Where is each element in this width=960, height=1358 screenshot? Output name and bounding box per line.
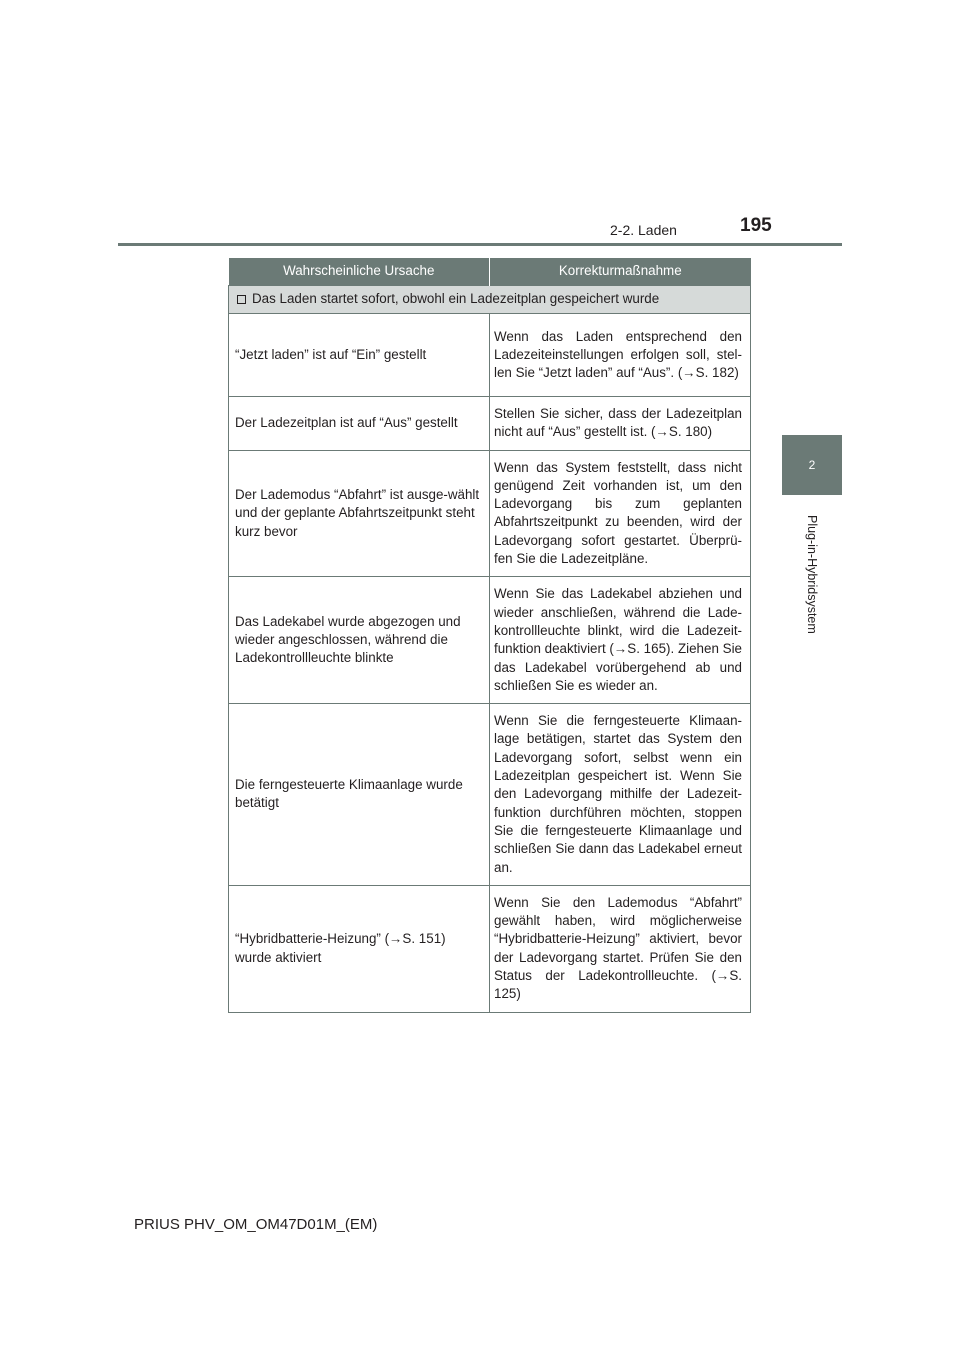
table-header-row — [229, 258, 751, 286]
action-cell: Wenn Sie den Lademodus “Abfahrt” gewählt haben, wird möglicherweise “Hybridbatterie-Heizung” aktiviert, bevor der Ladevorgang startet. Prüfen Sie den Status der Ladekontrollleuchte. (→S. 125) — [490, 885, 751, 1012]
chapter-number: 2 — [808, 458, 816, 472]
action-cell: Wenn Sie die ferngesteuerte Klimaan-lage betätigen, startet das System den Ladevorgang sofort, selbst wenn ein Ladezeitplan gespeichert ist. Wenn Sie den Ladevorgang mithilfe der Ladezeit-funktion durchführen möchten, stoppen Sie die ferngesteuerte Klimaanlage und schließen Sie dann das Ladekabel erneut an. — [490, 704, 751, 886]
subheading-text: Das Laden startet sofort, obwohl ein Ladezeitplan gespeichert wurde — [252, 291, 660, 307]
table-row — [229, 577, 751, 704]
troubleshooting-table — [228, 258, 751, 1013]
document-code: PRIUS PHV_OM_OM47D01M_(EM) — [134, 1216, 378, 1233]
chapter-label: Plug-in-Hybridsystem — [805, 515, 819, 634]
table-subheading-row — [229, 286, 751, 314]
page-number: 195 — [740, 215, 772, 236]
action-cell: Wenn das System feststellt, dass nicht genügend Zeit vorhanden ist, um den Ladevorgang bis zum geplanten Abfahrtszeitpunkt zu beenden, wird der Ladevorgang sofort gestartet. Überprü-fen Sie die Ladezeitpläne. — [490, 450, 751, 577]
action-cell: Stellen Sie sicher, dass der Ladezeitplan nicht auf “Aus” gestellt ist. (→S. 180) — [490, 397, 751, 451]
cause-cell: Der Ladezeitplan ist auf “Aus” gestellt — [229, 397, 490, 451]
cause-cell: Die ferngesteuerte Klimaanlage wurde betätigt — [229, 704, 490, 886]
table-row — [229, 314, 751, 397]
cause-cell: “Hybridbatterie-Heizung” (→S. 151) wurde aktiviert — [229, 885, 490, 1012]
chapter-tab — [782, 435, 842, 495]
section-title: 2-2. Laden — [610, 222, 677, 238]
checkbox-square-icon — [237, 295, 246, 304]
column-header-cause: Wahrscheinliche Ursache — [229, 258, 490, 286]
cause-cell: Das Ladekabel wurde abgezogen und wieder angeschlossen, während die Ladekontrollleuchte blinkte — [229, 577, 490, 704]
cause-cell: Der Lademodus “Abfahrt” ist ausge-wählt und der geplante Abfahrtszeitpunkt steht kurz bevor — [229, 450, 490, 577]
action-cell: Wenn Sie das Ladekabel abziehen und wieder anschließen, während die Lade-kontrollleuchte blinkt, wird die Ladezeit-funktion deaktiviert (→S. 165). Ziehen Sie das Ladekabel vorübergehend ab und schließen Sie es wieder an. — [490, 577, 751, 704]
table-subheading — [229, 286, 751, 314]
action-cell: Wenn das Laden entsprechend den Ladezeiteinstellungen erfolgen soll, stel-len Sie “Jetzt laden” auf “Aus”. (→S. 182) — [490, 314, 751, 397]
table-row — [229, 885, 751, 1012]
table-row — [229, 450, 751, 577]
column-header-action: Korrekturmaßnahme — [490, 258, 751, 286]
header-divider — [118, 243, 842, 246]
table-row — [229, 704, 751, 886]
table-row — [229, 397, 751, 451]
cause-cell: “Jetzt laden” ist auf “Ein” gestellt — [229, 314, 490, 397]
